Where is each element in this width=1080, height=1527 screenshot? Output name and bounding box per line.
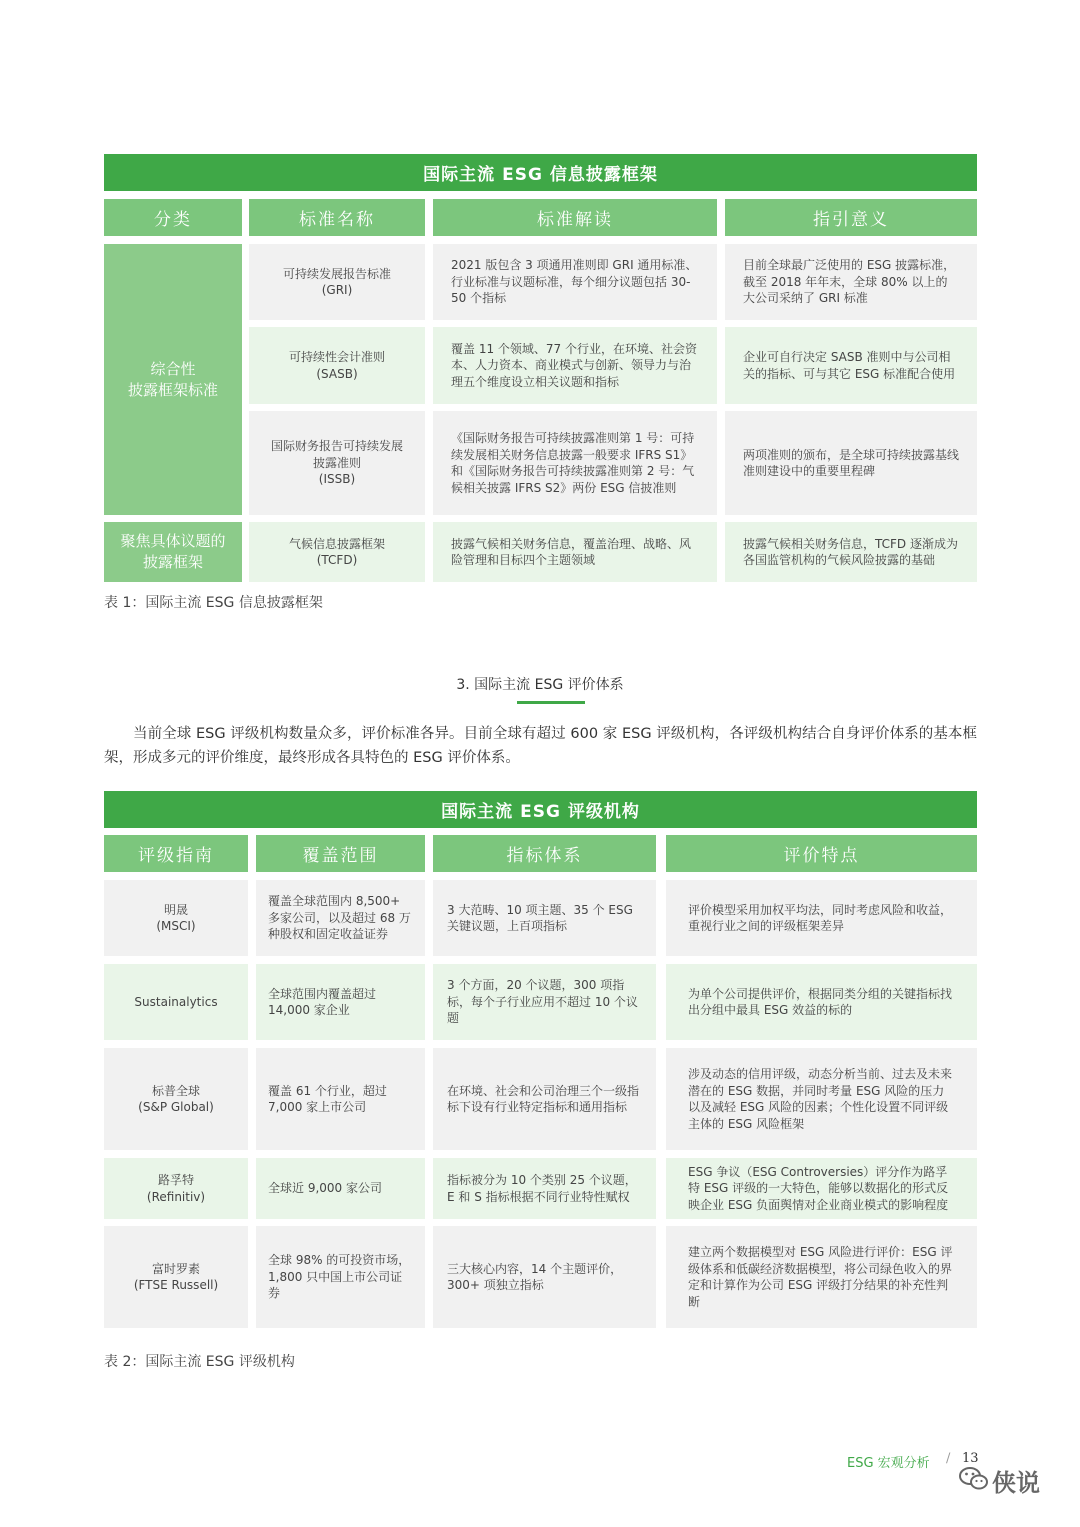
table1-row4-name: 气候信息披露框架 (TCFD) bbox=[249, 522, 425, 582]
section-paragraph: 当前全球 ESG 评级机构数量众多，评价标准各异。目前全球有超过 600 家 ESG 评级机构，各评级机构结合自身评价体系的基本框架，形成多元的评价维度，最终形成各具特色的 ESG 评价体系。 bbox=[104, 726, 977, 766]
table1-header-name: 标准名称 bbox=[249, 199, 425, 236]
table1-row2-name: 可持续性会计准则 (SASB) bbox=[249, 327, 425, 404]
footer-page-number: 13 bbox=[962, 1451, 979, 1466]
table2-row5-indicators: 三大核心内容，14 个主题评价，300+ 项独立指标 bbox=[433, 1226, 656, 1328]
table2-row4-features: ESG 争议（ESG Controversies）评分作为路孚特 ESG 评级的一大特色，能够以数据化的形式反映企业 ESG 负面舆情对企业商业模式的影响程度 bbox=[666, 1158, 977, 1219]
table2-row3-features: 涉及动态的信用评级，动态分析当前、过去及未来潜在的 ESG 数据，并同时考量 ESG 风险的压力以及减轻 ESG 风险的因素；个性化设置不同评级主体的 ESG 风险框架 bbox=[666, 1048, 977, 1150]
table1-row3-name: 国际财务报告可持续发展 披露准则 (ISSB) bbox=[249, 411, 425, 515]
table1-category-specific: 聚焦具体议题的 披露框架 bbox=[104, 522, 242, 582]
table2-row1-agency: 明晟 (MSCI) bbox=[104, 880, 248, 956]
table1-header-significance: 指引意义 bbox=[725, 199, 977, 236]
table2-header-features: 评价特点 bbox=[666, 835, 977, 872]
table2-row3-coverage: 覆盖 61 个行业，超过 7,000 家上市公司 bbox=[256, 1048, 425, 1150]
table1-header-interpretation: 标准解读 bbox=[433, 199, 717, 236]
table2-row2-coverage: 全球范围内覆盖超过 14,000 家企业 bbox=[256, 964, 425, 1040]
table1-row1-name: 可持续发展报告标准 (GRI) bbox=[249, 244, 425, 320]
table1-title: 国际主流 ESG 信息披露框架 bbox=[104, 154, 977, 191]
table2-header-indicators: 指标体系 bbox=[433, 835, 656, 872]
table2-row1-features: 评价模型采用加权平均法，同时考虑风险和收益，重视行业之间的评级框架差异 bbox=[666, 880, 977, 956]
table2-row4-agency: 路孚特 (Refinitiv) bbox=[104, 1158, 248, 1219]
wechat-icon bbox=[958, 1465, 990, 1493]
table2-row5-features: 建立两个数据模型对 ESG 风险进行评价：ESG 评级体系和低碳经济数据模型，将公司绿色收入的界定和计算作为公司 ESG 评级打分结果的补充性判断 bbox=[666, 1226, 977, 1328]
table2-row5-agency: 富时罗素 (FTSE Russell) bbox=[104, 1226, 248, 1328]
table1-row4-significance: 披露气候相关财务信息，TCFD 逐渐成为各国监管机构的气候风险披露的基础 bbox=[725, 522, 977, 582]
footer-separator: / bbox=[946, 1451, 951, 1466]
table2-row1-indicators: 3 大范畴、10 项主题、35 个 ESG 关键议题，上百项指标 bbox=[433, 880, 656, 956]
table2-row4-indicators: 指标被分为 10 个类别 25 个议题，E 和 S 指标根据不同行业特性赋权 bbox=[433, 1158, 656, 1219]
table1-header-category: 分类 bbox=[104, 199, 242, 236]
table2-row4-coverage: 全球近 9,000 家公司 bbox=[256, 1158, 425, 1219]
table1-row1-significance: 目前全球最广泛使用的 ESG 披露标准，截至 2018 年年末，全球 80% 以上的大公司采纳了 GRI 标准 bbox=[725, 244, 977, 320]
table2-row3-indicators: 在环境、社会和公司治理三个一级指标下设有行业特定指标和通用指标 bbox=[433, 1048, 656, 1150]
table1-row3-significance: 两项准则的颁布，是全球可持续披露基线准则建设中的重要里程碑 bbox=[725, 411, 977, 515]
table1-caption: 表 1：国际主流 ESG 信息披露框架 bbox=[104, 595, 323, 611]
table2-caption: 表 2：国际主流 ESG 评级机构 bbox=[104, 1354, 295, 1370]
table2-row2-indicators: 3 个方面，20 个议题，300 项指标，每个子行业应用不超过 10 个议题 bbox=[433, 964, 656, 1040]
section-title: 3. 国际主流 ESG 评价体系 bbox=[456, 677, 624, 693]
table1-row1-interpretation: 2021 版包含 3 项通用准则即 GRI 通用标准、行业标准与议题标准，每个细分议题包括 30-50 个指标 bbox=[433, 244, 717, 320]
table2-row2-agency: Sustainalytics bbox=[104, 964, 248, 1040]
watermark-text: 侠说 bbox=[992, 1469, 1040, 1497]
table1-row2-significance: 企业可自行决定 SASB 准则中与公司相关的指标、可与其它 ESG 标准配合使用 bbox=[725, 327, 977, 404]
table2-row1-coverage: 覆盖全球范围内 8,500+ 多家公司，以及超过 68 万种股权和固定收益证券 bbox=[256, 880, 425, 956]
table1-row3-interpretation: 《国际财务报告可持续披露准则第 1 号：可持续发展相关财务信息披露一般要求 IFRS S1》和《国际财务报告可持续披露准则第 2 号：气候相关披露 IFRS S2》两份 ESG 信披准则 bbox=[433, 411, 717, 515]
section-underline bbox=[517, 701, 585, 704]
table2-row2-features: 为单个公司提供评价，根据同类分组的关键指标找出分组中最具 ESG 效益的标的 bbox=[666, 964, 977, 1040]
table2-header-coverage: 覆盖范围 bbox=[256, 835, 425, 872]
table2-row5-coverage: 全球 98% 的可投资市场，1,800 只中国上市公司证券 bbox=[256, 1226, 425, 1328]
footer-title: ESG 宏观分析 bbox=[847, 1456, 930, 1471]
table2-header-agency: 评级指南 bbox=[104, 835, 248, 872]
table1-row2-interpretation: 覆盖 11 个领域、77 个行业，在环境、社会资本、人力资本、商业模式与创新、领导力与治理五个维度设立相关议题和指标 bbox=[433, 327, 717, 404]
table2-row3-agency: 标普全球 (S&P Global) bbox=[104, 1048, 248, 1150]
table1-category-comprehensive: 综合性 披露框架标准 bbox=[104, 244, 242, 515]
table2-title: 国际主流 ESG 评级机构 bbox=[104, 791, 977, 828]
table1-row4-interpretation: 披露气候相关财务信息，覆盖治理、战略、风险管理和目标四个主题领域 bbox=[433, 522, 717, 582]
